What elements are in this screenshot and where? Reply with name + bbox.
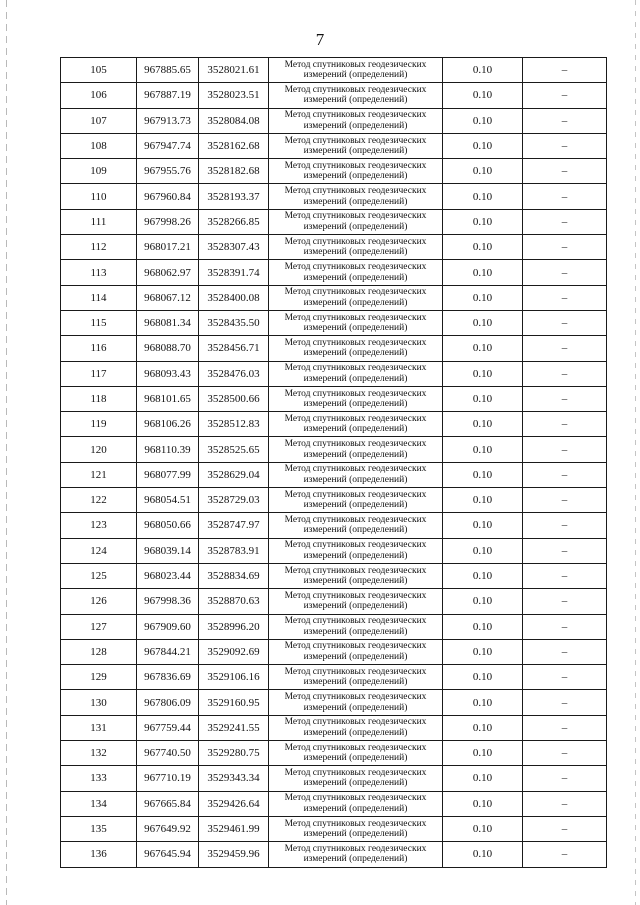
- method-cell: [269, 462, 443, 487]
- method-line-1: Метод спутниковых геодезических: [284, 489, 427, 500]
- method-cell: [269, 159, 443, 184]
- x-coordinate-cell: 968106.26: [137, 412, 199, 437]
- point-number-cell: 118: [61, 386, 137, 411]
- note-cell: –: [523, 639, 607, 664]
- accuracy-cell: 0.10: [443, 488, 523, 513]
- method-line-1: Метод спутниковых геодезических: [284, 262, 427, 273]
- table-row: [61, 412, 607, 437]
- accuracy-cell: 0.10: [443, 235, 523, 260]
- table-row: [61, 563, 607, 588]
- page-number: 7: [315, 30, 325, 49]
- method-line-1: Метод спутниковых геодезических: [284, 767, 427, 778]
- point-number-cell: 127: [61, 614, 137, 639]
- table-row: [61, 437, 607, 462]
- y-coordinate-cell: 3528729.03: [199, 488, 269, 513]
- y-coordinate-cell: 3528834.69: [199, 563, 269, 588]
- point-number-cell: 120: [61, 437, 137, 462]
- method-line-2: измерений (определений): [303, 525, 408, 536]
- note-cell: –: [523, 690, 607, 715]
- x-coordinate-cell: 967844.21: [137, 639, 199, 664]
- y-coordinate-cell: 3528266.85: [199, 209, 269, 234]
- y-coordinate-cell: 3528307.43: [199, 235, 269, 260]
- note-cell: –: [523, 538, 607, 563]
- table-row: [61, 665, 607, 690]
- y-coordinate-cell: 3528996.20: [199, 614, 269, 639]
- point-number-cell: 112: [61, 235, 137, 260]
- method-line-1: Метод спутниковых геодезических: [284, 439, 427, 450]
- y-coordinate-cell: 3529280.75: [199, 741, 269, 766]
- method-cell: [269, 766, 443, 791]
- accuracy-cell: 0.10: [443, 159, 523, 184]
- method-cell: [269, 513, 443, 538]
- accuracy-cell: 0.10: [443, 108, 523, 133]
- method-line-1: Метод спутниковых геодезических: [284, 616, 427, 627]
- method-line-1: Метод спутниковых геодезических: [284, 666, 427, 677]
- y-coordinate-cell: 3529426.64: [199, 791, 269, 816]
- table-row: [61, 159, 607, 184]
- table-row: [61, 614, 607, 639]
- point-number-cell: 105: [61, 58, 137, 83]
- point-number-cell: 113: [61, 260, 137, 285]
- method-cell: [269, 741, 443, 766]
- note-cell: –: [523, 83, 607, 108]
- x-coordinate-cell: 967955.76: [137, 159, 199, 184]
- note-cell: –: [523, 386, 607, 411]
- method-cell: [269, 842, 443, 867]
- method-cell: [269, 412, 443, 437]
- method-line-2: измерений (определений): [303, 221, 408, 232]
- note-cell: –: [523, 209, 607, 234]
- method-cell: [269, 614, 443, 639]
- point-number-cell: 131: [61, 715, 137, 740]
- y-coordinate-cell: 3529343.34: [199, 766, 269, 791]
- x-coordinate-cell: 967998.26: [137, 209, 199, 234]
- method-cell: [269, 639, 443, 664]
- method-line-1: Метод спутниковых геодезических: [284, 312, 427, 323]
- y-coordinate-cell: 3528193.37: [199, 184, 269, 209]
- x-coordinate-cell: 967806.09: [137, 690, 199, 715]
- table-row: [61, 285, 607, 310]
- point-number-cell: 135: [61, 816, 137, 841]
- y-coordinate-cell: 3528182.68: [199, 159, 269, 184]
- point-number-cell: 107: [61, 108, 137, 133]
- accuracy-cell: 0.10: [443, 462, 523, 487]
- method-line-1: Метод спутниковых геодезических: [284, 388, 427, 399]
- y-coordinate-cell: 3529461.99: [199, 816, 269, 841]
- accuracy-cell: 0.10: [443, 563, 523, 588]
- scan-edge-left: [6, 0, 7, 905]
- x-coordinate-cell: 967710.19: [137, 766, 199, 791]
- note-cell: –: [523, 816, 607, 841]
- x-coordinate-cell: 968054.51: [137, 488, 199, 513]
- table-row: [61, 816, 607, 841]
- x-coordinate-cell: 968110.39: [137, 437, 199, 462]
- method-line-1: Метод спутниковых геодезических: [284, 110, 427, 121]
- x-coordinate-cell: 967998.36: [137, 589, 199, 614]
- y-coordinate-cell: 3528162.68: [199, 133, 269, 158]
- x-coordinate-cell: 968077.99: [137, 462, 199, 487]
- point-number-cell: 108: [61, 133, 137, 158]
- point-number-cell: 116: [61, 336, 137, 361]
- note-cell: –: [523, 235, 607, 260]
- method-line-1: Метод спутниковых геодезических: [284, 843, 427, 854]
- method-line-1: Метод спутниковых геодезических: [284, 59, 427, 70]
- method-cell: [269, 437, 443, 462]
- note-cell: –: [523, 412, 607, 437]
- table-row: [61, 133, 607, 158]
- method-line-1: Метод спутниковых геодезических: [284, 211, 427, 222]
- point-number-cell: 132: [61, 741, 137, 766]
- method-line-2: измерений (определений): [303, 803, 408, 814]
- x-coordinate-cell: 968050.66: [137, 513, 199, 538]
- method-line-2: измерений (определений): [303, 626, 408, 637]
- table-row: [61, 538, 607, 563]
- accuracy-cell: 0.10: [443, 260, 523, 285]
- method-line-2: измерений (определений): [303, 272, 408, 283]
- method-line-2: измерений (определений): [303, 601, 408, 612]
- method-line-1: Метод спутниковых геодезических: [284, 363, 427, 374]
- method-line-1: Метод спутниковых геодезических: [284, 337, 427, 348]
- accuracy-cell: 0.10: [443, 336, 523, 361]
- method-cell: [269, 336, 443, 361]
- y-coordinate-cell: 3528023.51: [199, 83, 269, 108]
- table-row: [61, 209, 607, 234]
- method-cell: [269, 83, 443, 108]
- method-cell: [269, 209, 443, 234]
- note-cell: –: [523, 437, 607, 462]
- method-line-1: Метод спутниковых геодезических: [284, 590, 427, 601]
- method-line-2: измерений (определений): [303, 753, 408, 764]
- table-body: [61, 58, 607, 868]
- y-coordinate-cell: 3528629.04: [199, 462, 269, 487]
- method-cell: [269, 260, 443, 285]
- x-coordinate-cell: 967887.19: [137, 83, 199, 108]
- x-coordinate-cell: 967947.74: [137, 133, 199, 158]
- x-coordinate-cell: 967665.84: [137, 791, 199, 816]
- note-cell: –: [523, 741, 607, 766]
- method-line-1: Метод спутниковых геодезических: [284, 742, 427, 753]
- method-line-1: Метод спутниковых геодезических: [284, 464, 427, 475]
- table-row: [61, 235, 607, 260]
- method-cell: [269, 589, 443, 614]
- y-coordinate-cell: 3529160.95: [199, 690, 269, 715]
- accuracy-cell: 0.10: [443, 665, 523, 690]
- method-cell: [269, 690, 443, 715]
- accuracy-cell: 0.10: [443, 690, 523, 715]
- accuracy-cell: 0.10: [443, 361, 523, 386]
- x-coordinate-cell: 968062.97: [137, 260, 199, 285]
- method-line-1: Метод спутниковых геодезических: [284, 793, 427, 804]
- point-number-cell: 122: [61, 488, 137, 513]
- y-coordinate-cell: 3529092.69: [199, 639, 269, 664]
- accuracy-cell: 0.10: [443, 310, 523, 335]
- coordinates-table: [60, 57, 607, 868]
- accuracy-cell: 0.10: [443, 538, 523, 563]
- method-cell: [269, 386, 443, 411]
- x-coordinate-cell: 967649.92: [137, 816, 199, 841]
- method-line-2: измерений (определений): [303, 424, 408, 435]
- accuracy-cell: 0.10: [443, 791, 523, 816]
- accuracy-cell: 0.10: [443, 209, 523, 234]
- method-line-1: Метод спутниковых геодезических: [284, 160, 427, 171]
- method-line-2: измерений (определений): [303, 829, 408, 840]
- method-cell: [269, 816, 443, 841]
- method-line-2: измерений (определений): [303, 373, 408, 384]
- method-line-2: измерений (определений): [303, 70, 408, 81]
- table-row: [61, 766, 607, 791]
- y-coordinate-cell: 3528476.03: [199, 361, 269, 386]
- method-cell: [269, 310, 443, 335]
- note-cell: –: [523, 462, 607, 487]
- method-line-1: Метод спутниковых геодезических: [284, 287, 427, 298]
- y-coordinate-cell: 3529241.55: [199, 715, 269, 740]
- method-line-2: измерений (определений): [303, 500, 408, 511]
- note-cell: –: [523, 715, 607, 740]
- accuracy-cell: 0.10: [443, 513, 523, 538]
- point-number-cell: 133: [61, 766, 137, 791]
- y-coordinate-cell: 3528084.08: [199, 108, 269, 133]
- x-coordinate-cell: 967759.44: [137, 715, 199, 740]
- table-row: [61, 58, 607, 83]
- table-row: [61, 690, 607, 715]
- table-row: [61, 513, 607, 538]
- table-row: [61, 462, 607, 487]
- method-line-1: Метод спутниковых геодезических: [284, 717, 427, 728]
- method-line-2: измерений (определений): [303, 854, 408, 865]
- point-number-cell: 121: [61, 462, 137, 487]
- point-number-cell: 124: [61, 538, 137, 563]
- point-number-cell: 117: [61, 361, 137, 386]
- note-cell: –: [523, 513, 607, 538]
- table-row: [61, 108, 607, 133]
- method-line-2: измерений (определений): [303, 399, 408, 409]
- method-line-1: Метод спутниковых геодезических: [284, 84, 427, 95]
- x-coordinate-cell: 968017.21: [137, 235, 199, 260]
- y-coordinate-cell: 3528456.71: [199, 336, 269, 361]
- note-cell: –: [523, 310, 607, 335]
- method-cell: [269, 108, 443, 133]
- table-row: [61, 83, 607, 108]
- y-coordinate-cell: 3528783.91: [199, 538, 269, 563]
- x-coordinate-cell: 968023.44: [137, 563, 199, 588]
- note-cell: –: [523, 791, 607, 816]
- table-row: [61, 639, 607, 664]
- method-cell: [269, 58, 443, 83]
- table-row: [61, 361, 607, 386]
- accuracy-cell: 0.10: [443, 83, 523, 108]
- y-coordinate-cell: 3528870.63: [199, 589, 269, 614]
- scan-edge-right: [635, 0, 636, 905]
- method-cell: [269, 235, 443, 260]
- accuracy-cell: 0.10: [443, 614, 523, 639]
- method-line-1: Метод спутниковых геодезических: [284, 413, 427, 424]
- method-cell: [269, 538, 443, 563]
- method-line-2: измерений (определений): [303, 677, 408, 688]
- x-coordinate-cell: 967909.60: [137, 614, 199, 639]
- accuracy-cell: 0.10: [443, 412, 523, 437]
- table-row: [61, 589, 607, 614]
- y-coordinate-cell: 3528021.61: [199, 58, 269, 83]
- accuracy-cell: 0.10: [443, 715, 523, 740]
- method-cell: [269, 715, 443, 740]
- accuracy-cell: 0.10: [443, 437, 523, 462]
- method-line-1: Метод спутниковых геодезических: [284, 641, 427, 652]
- note-cell: –: [523, 665, 607, 690]
- accuracy-cell: 0.10: [443, 133, 523, 158]
- method-line-2: измерений (определений): [303, 474, 408, 485]
- note-cell: –: [523, 260, 607, 285]
- method-line-2: измерений (определений): [303, 120, 408, 131]
- method-line-2: измерений (определений): [303, 702, 408, 713]
- x-coordinate-cell: 968088.70: [137, 336, 199, 361]
- method-line-1: Метод спутниковых геодезических: [284, 135, 427, 146]
- x-coordinate-cell: 968081.34: [137, 310, 199, 335]
- accuracy-cell: 0.10: [443, 386, 523, 411]
- point-number-cell: 128: [61, 639, 137, 664]
- note-cell: –: [523, 285, 607, 310]
- table-row: [61, 488, 607, 513]
- x-coordinate-cell: 967960.84: [137, 184, 199, 209]
- method-line-1: Метод спутниковых геодезических: [284, 692, 427, 703]
- table-row: [61, 842, 607, 867]
- method-cell: [269, 791, 443, 816]
- method-line-2: измерений (определений): [303, 247, 408, 258]
- method-line-2: измерений (определений): [303, 171, 408, 182]
- note-cell: –: [523, 589, 607, 614]
- accuracy-cell: 0.10: [443, 816, 523, 841]
- method-cell: [269, 488, 443, 513]
- method-line-1: Метод спутниковых геодезических: [284, 186, 427, 197]
- method-line-1: Метод спутниковых геодезических: [284, 565, 427, 576]
- method-cell: [269, 133, 443, 158]
- note-cell: –: [523, 184, 607, 209]
- method-line-2: измерений (определений): [303, 651, 408, 662]
- x-coordinate-cell: 968093.43: [137, 361, 199, 386]
- method-cell: [269, 361, 443, 386]
- method-line-2: измерений (определений): [303, 348, 408, 359]
- point-number-cell: 126: [61, 589, 137, 614]
- accuracy-cell: 0.10: [443, 842, 523, 867]
- method-cell: [269, 665, 443, 690]
- note-cell: –: [523, 361, 607, 386]
- point-number-cell: 130: [61, 690, 137, 715]
- point-number-cell: 106: [61, 83, 137, 108]
- table-row: [61, 386, 607, 411]
- table-row: [61, 310, 607, 335]
- method-line-1: Метод спутниковых геодезических: [284, 540, 427, 551]
- point-number-cell: 125: [61, 563, 137, 588]
- point-number-cell: 115: [61, 310, 137, 335]
- point-number-cell: 110: [61, 184, 137, 209]
- method-cell: [269, 563, 443, 588]
- point-number-cell: 123: [61, 513, 137, 538]
- point-number-cell: 109: [61, 159, 137, 184]
- method-line-2: измерений (определений): [303, 297, 408, 308]
- accuracy-cell: 0.10: [443, 285, 523, 310]
- note-cell: –: [523, 563, 607, 588]
- accuracy-cell: 0.10: [443, 639, 523, 664]
- y-coordinate-cell: 3528391.74: [199, 260, 269, 285]
- table-row: [61, 184, 607, 209]
- point-number-cell: 114: [61, 285, 137, 310]
- note-cell: –: [523, 159, 607, 184]
- accuracy-cell: 0.10: [443, 766, 523, 791]
- method-line-2: измерений (определений): [303, 576, 408, 587]
- method-line-2: измерений (определений): [303, 95, 408, 106]
- x-coordinate-cell: 968101.65: [137, 386, 199, 411]
- method-line-1: Метод спутниковых геодезических: [284, 818, 427, 829]
- y-coordinate-cell: 3528512.83: [199, 412, 269, 437]
- accuracy-cell: 0.10: [443, 184, 523, 209]
- x-coordinate-cell: 968067.12: [137, 285, 199, 310]
- note-cell: –: [523, 766, 607, 791]
- y-coordinate-cell: 3528400.08: [199, 285, 269, 310]
- note-cell: –: [523, 58, 607, 83]
- point-number-cell: 136: [61, 842, 137, 867]
- method-line-2: измерений (определений): [303, 550, 408, 561]
- y-coordinate-cell: 3529459.96: [199, 842, 269, 867]
- x-coordinate-cell: 967913.73: [137, 108, 199, 133]
- x-coordinate-cell: 967645.94: [137, 842, 199, 867]
- table-row: [61, 715, 607, 740]
- method-cell: [269, 285, 443, 310]
- method-line-2: измерений (определений): [303, 323, 408, 334]
- method-line-1: Метод спутниковых геодезических: [284, 514, 427, 525]
- accuracy-cell: 0.10: [443, 58, 523, 83]
- note-cell: –: [523, 108, 607, 133]
- point-number-cell: 134: [61, 791, 137, 816]
- y-coordinate-cell: 3528747.97: [199, 513, 269, 538]
- y-coordinate-cell: 3528435.50: [199, 310, 269, 335]
- note-cell: –: [523, 133, 607, 158]
- accuracy-cell: 0.10: [443, 741, 523, 766]
- table-row: [61, 260, 607, 285]
- method-cell: [269, 184, 443, 209]
- table-row: [61, 791, 607, 816]
- y-coordinate-cell: 3529106.16: [199, 665, 269, 690]
- x-coordinate-cell: 968039.14: [137, 538, 199, 563]
- y-coordinate-cell: 3528500.66: [199, 386, 269, 411]
- table-row: [61, 741, 607, 766]
- x-coordinate-cell: 967740.50: [137, 741, 199, 766]
- note-cell: –: [523, 614, 607, 639]
- point-number-cell: 111: [61, 209, 137, 234]
- point-number-cell: 129: [61, 665, 137, 690]
- method-line-2: измерений (определений): [303, 449, 408, 460]
- method-line-1: Метод спутниковых геодезических: [284, 236, 427, 247]
- table-row: [61, 336, 607, 361]
- method-line-2: измерений (определений): [303, 727, 408, 738]
- x-coordinate-cell: 967885.65: [137, 58, 199, 83]
- point-number-cell: 119: [61, 412, 137, 437]
- accuracy-cell: 0.10: [443, 589, 523, 614]
- note-cell: –: [523, 488, 607, 513]
- method-line-2: измерений (определений): [303, 146, 408, 157]
- note-cell: –: [523, 842, 607, 867]
- note-cell: –: [523, 336, 607, 361]
- y-coordinate-cell: 3528525.65: [199, 437, 269, 462]
- method-line-2: измерений (определений): [303, 196, 408, 207]
- x-coordinate-cell: 967836.69: [137, 665, 199, 690]
- method-line-2: измерений (определений): [303, 778, 408, 789]
